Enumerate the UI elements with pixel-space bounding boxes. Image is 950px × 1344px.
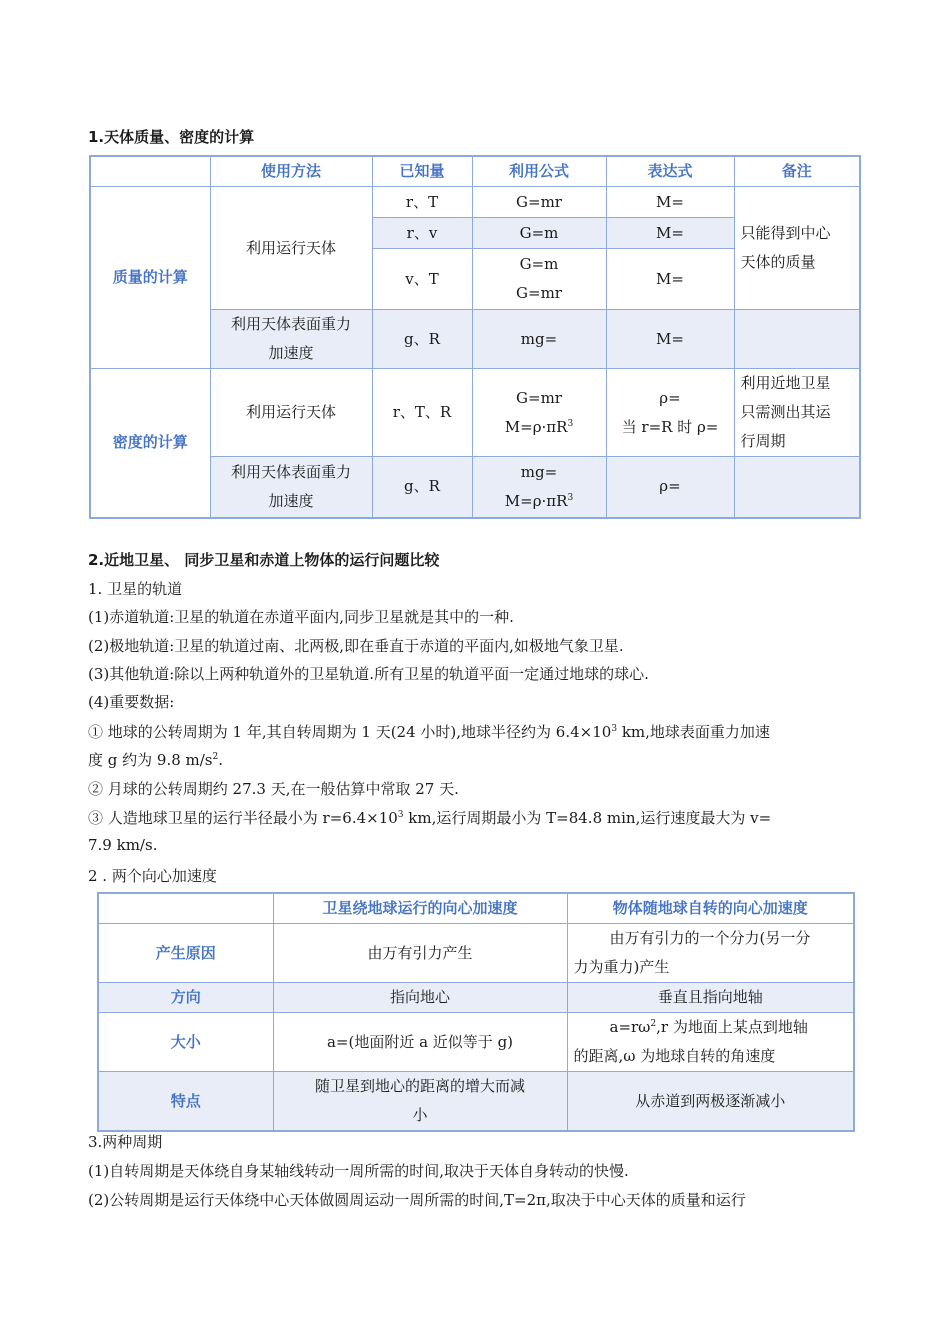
acceleration-table: [97, 892, 855, 1132]
known-cell: v、T: [372, 249, 472, 310]
paragraph: 7.9 km/s.: [88, 836, 158, 854]
header-expression: 表达式: [606, 156, 734, 187]
row-label-magnitude: 大小: [98, 1013, 273, 1072]
cell: [567, 1013, 854, 1072]
formula-cell: G=mr: [472, 187, 606, 218]
superscript: 3: [397, 810, 404, 820]
expression-cell: ρ=: [606, 457, 734, 518]
known-cell: g、R: [372, 310, 472, 369]
cell-line: 力为重力)产生: [573, 958, 670, 976]
header-empty: [98, 893, 273, 924]
header-note: 备注: [734, 156, 860, 187]
section2-title: 2.近地卫星、 同步卫星和赤道上物体的运行问题比较: [88, 551, 440, 569]
row-label-cause: 产生原因: [98, 924, 273, 983]
text: 度 g 约为 9.8 m/s: [88, 751, 213, 769]
header-formula: 利用公式: [472, 156, 606, 187]
subheading-periods: 3.两种周期: [88, 1133, 163, 1151]
formula-line: G=m: [519, 255, 559, 273]
method-line: 加速度: [268, 344, 314, 362]
cell-line: 由万有引力的一个分力(另一分: [609, 929, 811, 947]
expression-cell: M=: [606, 310, 734, 369]
cell-line: 随卫星到地心的距离的增大而减: [314, 1077, 525, 1095]
header-empty: [90, 156, 210, 187]
paragraph: (3)其他轨道:除以上两种轨道外的卫星轨道.所有卫星的轨道平面一定通过地球的球心.: [88, 665, 649, 683]
paragraph: (2)公转周期是运行天体绕中心天体做圆周运动一周所需的时间,T=2π,取决于中心天体的质量和运行: [88, 1191, 746, 1209]
header-method: 使用方法: [210, 156, 372, 187]
cell: a=(地面附近 a 近似等于 g): [273, 1013, 567, 1072]
paragraph: (2)极地轨道:卫星的轨道过南、北两极,即在垂直于赤道的平面内,如极地气象卫星.: [88, 637, 624, 655]
formula-cell: G=m: [472, 218, 606, 249]
note-line: 利用近地卫星: [740, 374, 831, 392]
mass-note: [734, 187, 860, 310]
superscript: 3: [567, 418, 574, 429]
known-cell: r、T: [372, 187, 472, 218]
formula-cell: [472, 249, 606, 310]
cell: [273, 1072, 567, 1132]
formula-cell: [472, 369, 606, 457]
mass-label: 质量的计算: [90, 187, 210, 369]
cell: 由万有引力产生: [273, 924, 567, 983]
expression-cell: M=: [606, 249, 734, 310]
method-line: 利用天体表面重力: [230, 462, 351, 481]
formula-text: M=ρ·πR: [504, 491, 568, 510]
cell: [567, 924, 854, 983]
paragraph: (4)重要数据:: [88, 693, 175, 711]
superscript: 3: [567, 492, 574, 503]
paragraph: (1)自转周期是天体绕自身某轴线转动一周所需的时间,取决于天体自身转动的快慢.: [88, 1162, 629, 1180]
cell-line: [574, 1013, 848, 1042]
expression-cell: M=: [606, 218, 734, 249]
formula-cell: [472, 457, 606, 518]
row-label-feature: 特点: [98, 1072, 273, 1132]
text: a=rω: [609, 1018, 651, 1036]
section1-title: 1.天体质量、密度的计算: [88, 128, 255, 146]
text: ,r 为地面上某点到地轴: [656, 1018, 808, 1036]
mass-orbit-method: 利用运行天体: [210, 187, 372, 310]
paragraph: ② 月球的公转周期约 27.3 天,在一般估算中常取 27 天.: [88, 780, 459, 798]
superscript: 2: [212, 752, 219, 762]
text: .: [218, 751, 224, 769]
text: km,地球表面重力加速: [617, 723, 770, 741]
formula-line: [479, 487, 600, 516]
cell: 指向地心: [273, 983, 567, 1013]
mass-density-table: [89, 155, 861, 519]
surface-method: [210, 310, 372, 369]
formula-line: mg=: [520, 462, 558, 481]
note-line: 只需测出其运: [740, 403, 831, 421]
row-label-direction: 方向: [98, 983, 273, 1013]
header-earth-object: 物体随地球自转的向心加速度: [567, 893, 854, 924]
surface-method: [210, 457, 372, 518]
note-line: 行周期: [740, 432, 786, 450]
formula-line: [479, 413, 600, 442]
cell: 垂直且指向地轴: [567, 983, 854, 1013]
known-cell: r、T、R: [372, 369, 472, 457]
paragraph: [88, 749, 223, 770]
text: km,运行周期最小为 T=84.8 min,运行速度最大为 v=: [403, 809, 772, 827]
text: ① 地球的公转周期为 1 年,其自转周期为 1 天(24 小时),地球半径约为 6.4×10: [88, 723, 612, 741]
note-line: 天体的质量: [740, 253, 816, 271]
formula-cell: mg=: [472, 310, 606, 369]
text: ③ 人造地球卫星的运行半径最小为 r=6.4×10: [88, 809, 398, 827]
formula-line: G=mr: [516, 284, 562, 302]
method-line: 利用天体表面重力: [230, 315, 351, 333]
header-satellite: 卫星绕地球运行的向心加速度: [273, 893, 567, 924]
cell-line: 小: [412, 1106, 428, 1124]
expression-line: ρ=: [659, 388, 681, 407]
density-note: [734, 369, 860, 457]
note-line: 只能得到中心: [740, 224, 831, 242]
subheading-orbits: 1. 卫星的轨道: [88, 580, 183, 598]
formula-text: M=ρ·πR: [504, 417, 568, 436]
formula-line: G=mr: [516, 388, 562, 407]
paragraph: [88, 807, 771, 828]
paragraph: [88, 721, 770, 742]
header-known: 已知量: [372, 156, 472, 187]
cell-line: 的距离,ω 为地球自转的角速度: [573, 1047, 776, 1065]
subheading-acceleration: 2 . 两个向心加速度: [88, 867, 217, 885]
density-label: 密度的计算: [90, 369, 210, 518]
known-cell: g、R: [372, 457, 472, 518]
note-empty: [734, 310, 860, 369]
note-empty: [734, 457, 860, 518]
cell: 从赤道到两极逐渐减小: [567, 1072, 854, 1132]
expression-cell: [606, 369, 734, 457]
known-cell: r、v: [372, 218, 472, 249]
paragraph: (1)赤道轨道:卫星的轨道在赤道平面内,同步卫星就是其中的一种.: [88, 608, 514, 626]
density-orbit-method: 利用运行天体: [210, 369, 372, 457]
expression-line: 当 r=R 时 ρ=: [621, 417, 719, 436]
expression-cell: M=: [606, 187, 734, 218]
method-line: 加速度: [268, 491, 314, 510]
superscript: 3: [611, 724, 618, 734]
superscript: 2: [650, 1019, 657, 1029]
